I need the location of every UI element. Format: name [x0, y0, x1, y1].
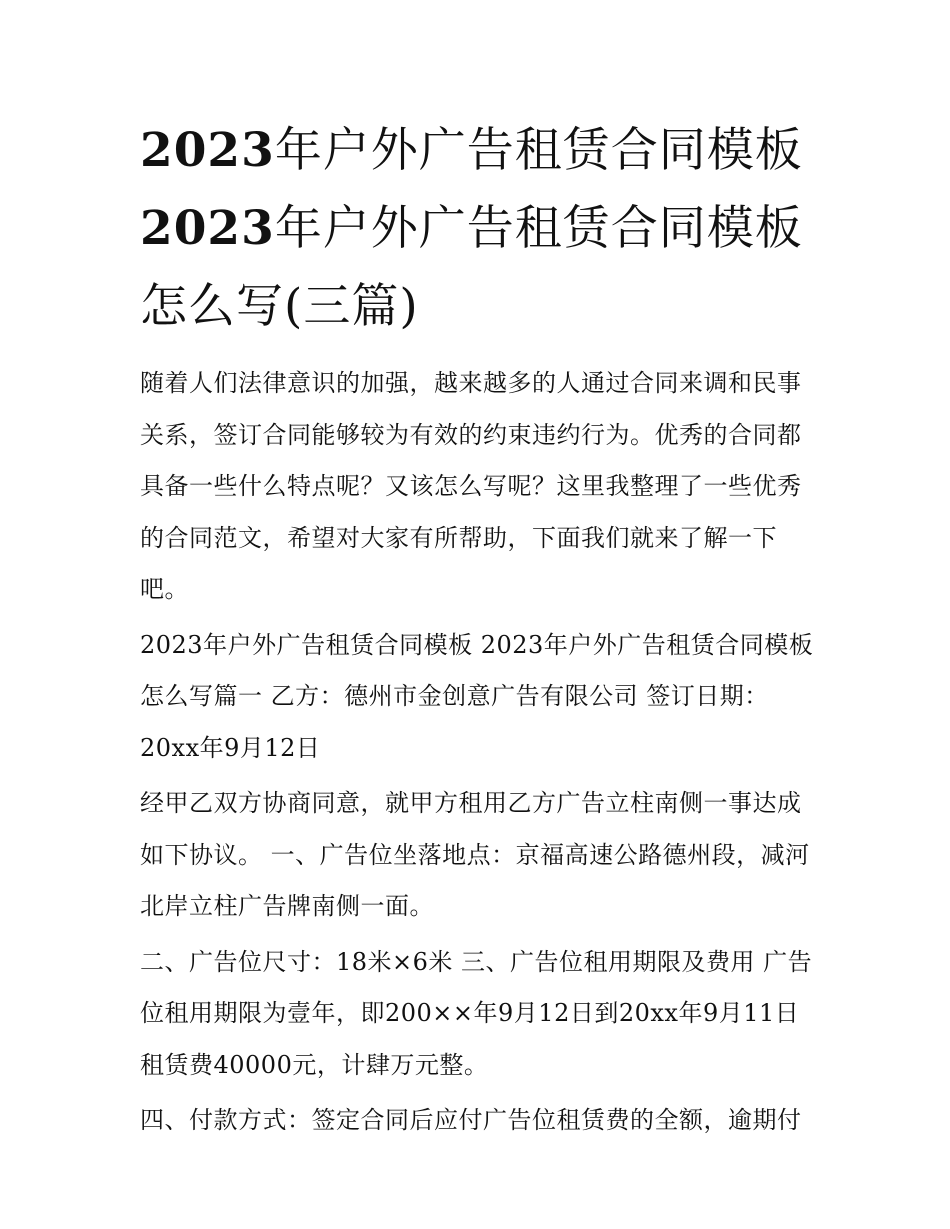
title-line2-text: 年户外广告租赁合同模板 — [274, 201, 803, 256]
agreement-location-paragraph: 经甲乙双方协商同意，就甲方租用乙方广告立柱南侧一事达成如下协议。 一、广告位坐落地点：京福高速公路德州段，减河北岸立柱广告牌南侧一面。 — [140, 789, 810, 920]
intro-paragraph: 随着人们法律意识的加强，越来越多的人通过合同来调和民事关系，签订合同能够较为有效的约束违约行为。优秀的合同都具备一些什么特点呢？又该怎么写呢？这里我整理了一些优秀的合同范文，希望对大家有所帮助，下面我们就来了解一下吧。 — [140, 369, 802, 603]
document-title — [140, 112, 820, 346]
title-line2-number: 2023 — [140, 201, 275, 256]
payment-paragraph: 四、付款方式：签定合同后应付广告位租赁费的全额，逾期付 — [140, 1106, 802, 1134]
contract-header-paragraph: 2023年户外广告租赁合同模板 2023年户外广告租赁合同模板怎么写篇一 乙方：德州市金创意广告有限公司 签订日期：20xx年9月12日 — [140, 630, 814, 762]
document-page — [140, 112, 820, 1151]
title-line3-text: 怎么写(三篇) — [140, 279, 419, 334]
size-term-fee-paragraph: 二、广告位尺寸：18米×6米 三、广告位租用期限及费用 广告位租用期限为壹年，即200××年9月12日到20xx年9月11日 租赁费40000元，计肆万元整。 — [140, 947, 813, 1079]
title-line1-number: 2023 — [140, 123, 275, 178]
title-line1-text: 年户外广告租赁合同模板 — [274, 123, 803, 178]
